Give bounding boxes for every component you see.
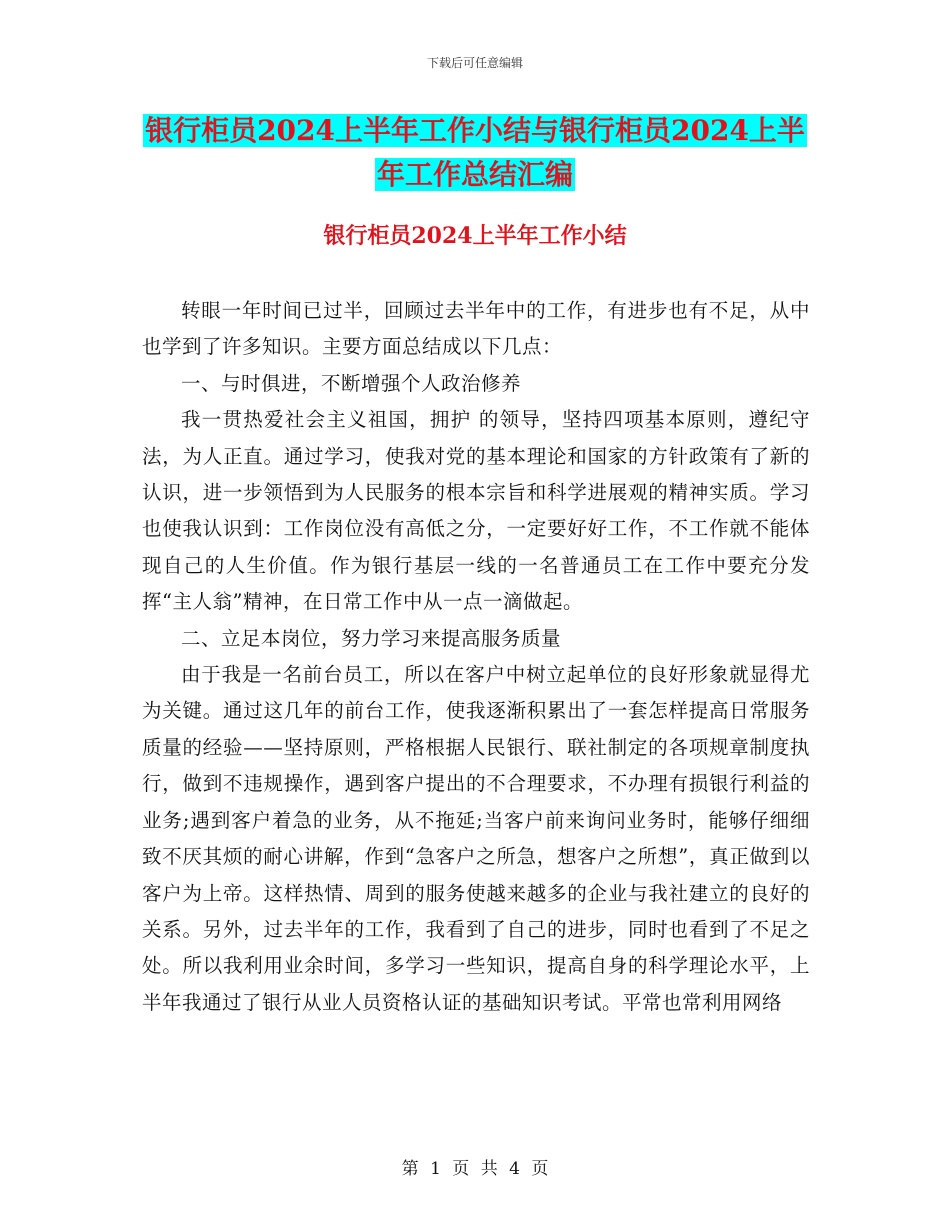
paragraph-section-1: 我一贯热爱社会主义祖国，拥护 的领导，坚持四项基本原则，遵纪守法，为人正直。通过学习，使我对党的基本理论和国家的方针政策有了新的认识，进一步领悟到为人民服务的根本宗旨和科学进展观的精神实质。学习也使我认识到：工作岗位没有高低之分，一定要好好工作，不工作就不能体现自己的人生价值。作为银行基层一线的一名普通员工在工作中要充分发挥“主人翁”精神，在日常工作中从一点一滴做起。 [142, 408, 810, 614]
heading-section-2: 二、立足本岗位，努力学习来提高服务质量 [181, 626, 562, 650]
paragraph-intro: 转眼一年时间已过半，回顾过去半年中的工作，有进步也有不足，从中也学到了许多知识。主要方面总结成以下几点： [142, 299, 810, 359]
section-title: 银行柜员2024上半年工作小结 [323, 223, 627, 249]
heading-section-1: 一、与时俱进，不断增强个人政治修养 [181, 371, 522, 395]
page-header: 下载后可任意编辑 [426, 56, 523, 70]
title-highlight-1: 银行柜员2024上半年工作小结与银行柜员2024上半 [145, 114, 805, 147]
document-title-line-1 [0, 111, 950, 151]
document-body [142, 293, 810, 1021]
title-highlight-2: 年工作总结汇编 [376, 158, 573, 191]
document-title-line-2 [0, 155, 950, 195]
page-footer: 第 1 页 共 4 页 [401, 1159, 549, 1179]
paragraph-section-2: 由于我是一名前台员工，所以在客户中树立起单位的良好形象就显得尤为关键。通过这几年的前台工作，使我逐渐积累出了一套怎样提高日常服务质量的经验——坚持原则，严格根据人民银行、联社制定的各项规章制度执行，做到不违规操作，遇到客户提出的不合理要求，不办理有损银行利益的业务;遇到客户着急的业务，从不拖延;当客户前来询问业务时，能够仔细细致不厌其烦的耐心讲解，作到“急客户之所急，想客户之所想”，真正做到以客户为上帝。这样热情、周到的服务使越来越多的企业与我社建立的良好的关系。另外，过去半年的工作，我看到了自己的进步，同时也看到了不足之处。所以我利用业余时间，多学习一些知识，提高自身的科学理论水平，上半年我通过了银行从业人员资格认证的基础知识考试。平常也常利用网络 [142, 663, 810, 1014]
